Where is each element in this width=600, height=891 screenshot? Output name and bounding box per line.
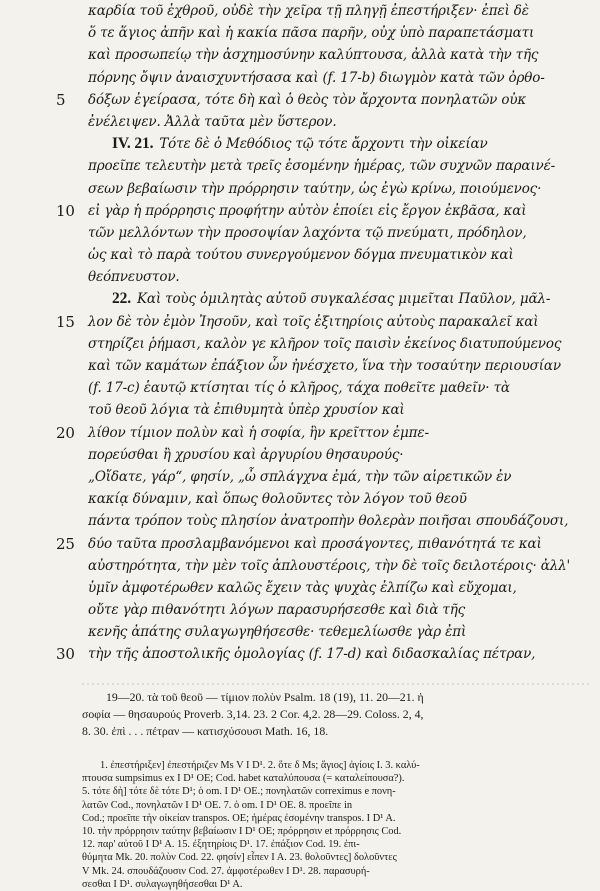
section-number: 22. xyxy=(112,290,131,308)
scripture-references xyxy=(0,689,600,740)
text-line xyxy=(0,244,600,266)
line-text: καὶ τῶν καμάτων ἐπάξιον ὧν ἠνέσχετο, ἵνα τὴν τοσαύτην περιουσίαν xyxy=(88,358,561,374)
line-text: πορεύσθαι ἢ χρυσίου καὶ ἀργυρίου θησαυρούς· xyxy=(88,446,404,463)
line-number: 20 xyxy=(56,423,75,442)
apparatus-line: 10. τὴν πρόρρησιν ταύτην βεβαίωσιν I D¹ OE; πρόρρησιν et πρόρρησις Cod. xyxy=(82,825,402,837)
section-number: IV. 21. xyxy=(112,135,154,153)
line-number: 10 xyxy=(56,201,75,220)
line-text: Τότε δὲ ὁ Μεθόδιος τῷ τότε ἄρχοντι τὴν οἰκείαν xyxy=(159,136,488,153)
text-line xyxy=(0,0,600,22)
text-line xyxy=(0,22,600,44)
line-number: 5 xyxy=(56,90,66,109)
apparatus-line: 1. ἐπεστήριξεν] ἐπεστήριζεν Ms V I D¹. 2. ὅτε δ Ms; ἅγιος] ἀγίοις I. 3. καλύ- xyxy=(100,760,420,771)
text-line xyxy=(0,288,600,310)
line-text: (f. 17-c) ἑαυτῷ κτίσηται τίς ὁ κλῆρος, τάχα ποθεῖτε μαθεῖν· τὰ xyxy=(88,380,510,397)
line-text: προεῖπε τελευτὴν μετὰ τρεῖς ἐσομένην ἡμέρας, τῶν συχνῶν παραινέ- xyxy=(88,158,556,175)
line-text: τοῦ θεοῦ λόγια τὰ ἐπιθυμητὰ ὑπὲρ χρυσίον καὶ xyxy=(88,402,405,419)
text-line xyxy=(0,533,600,555)
line-text: πόρνης ὄψιν ἀναισχυντήσασα καὶ (f. 17-b) διωγμὸν κατὰ τῶν ὀρθο- xyxy=(88,69,545,86)
line-text: δύο ταῦτα προσλαμβανόμενοι καὶ προσάγοντες, πιθανότητά τε καὶ xyxy=(88,535,542,552)
line-text: κακίᾳ δύναμιν, καὶ ὅπως θολοῦντες τὸν λόγον τοῦ θεοῦ xyxy=(88,491,467,508)
line-text: ὡς καὶ τὸ παρὰ τούτου συνεργούμενον δόγμα πνευματικὸν καὶ xyxy=(88,247,514,264)
text-line xyxy=(0,377,600,399)
line-text: οὔτε γὰρ πιθανότητι λόγων παρασυρήσεσθε καὶ διὰ τῆς xyxy=(88,602,466,619)
text-line xyxy=(0,333,600,355)
text-line xyxy=(0,111,600,133)
apparatus-line: θύμητα Mk. 20. πολὺν Cod. 22. φησίν] εἶπεν I A. 23. θολοῦντες] δολοῦντες xyxy=(82,852,397,864)
reference-line: 8. 30. ἐπὶ . . . πέτραν — κατισχύσουσι Math. 16, 18. xyxy=(82,724,329,738)
text-line xyxy=(0,422,600,444)
text-line xyxy=(0,222,600,244)
apparatus-line: 12. παρ' αὐτοῦ I D¹ A. 15. ἐξητηρίοις D¹. 17. ἐπάξιον Cod. 19. ἐπι- xyxy=(82,839,360,851)
reference-line: 19—20. τὰ τοῦ θεοῦ — τίμιον πολὺν Psalm. 18 (19), 11. 20—21. ἡ xyxy=(106,690,424,704)
text-line xyxy=(0,155,600,177)
apparatus-line: λατῶν Cod., πονηλατῶν I D¹ OE. 7. ὁ om. I D¹ OE. 8. προεῖπε in xyxy=(82,799,353,811)
text-line xyxy=(0,44,600,66)
apparatus-line: 5. τότε δὴ] τότε δὲ τότε D¹; ὁ om. I D¹ OE.; πονηλατῶν correximus e πονη- xyxy=(82,786,396,798)
line-text: καὶ προσωπείῳ τὴν ἀσχημοσύνην καλύπτουσα, ἀλλὰ κατὰ τὴν τῆς xyxy=(88,47,539,64)
line-text: στηρίζει ῥήμασι, καλὸν γε κλῆρον τοῖς παισὶν ἐκείνος διατυπούμενος xyxy=(88,335,562,352)
text-line xyxy=(0,444,600,466)
line-number: 15 xyxy=(56,312,75,331)
line-text: λον δὲ τὸν ἐμὸν Ἰησοῦν, καὶ τοῖς ἐξιτηρίοις αὐτοὺς παρακαλεῖ καὶ xyxy=(88,313,539,330)
apparatus-line: πτουσα sumpsimus ex I D¹ OE; Cod. habet καταλύπουσα (= καταλείπουσα?). xyxy=(82,773,405,785)
reference-line: σοφία — θησαυρούς Proverb. 3,14. 23. 2 Cor. 4,2. 28—29. Coloss. 2, 4, xyxy=(82,707,424,721)
line-text: λίθον τίμιον πολὺν καὶ ἡ σοφία, ἣν κρεῖττον ἐμπε- xyxy=(88,424,429,441)
text-line xyxy=(0,555,600,577)
apparatus-line: Cod.; προεῖπε τὴν οἰκείαν transpos. OE; ἡμέρας ἐσομένην transpos. I D¹ A. xyxy=(82,812,396,824)
line-number: 25 xyxy=(56,534,75,553)
line-text: τὴν τῆς ἀποστολικῆς ὁμολογίας (f. 17-d) καὶ διδασκαλίας πέτραν, xyxy=(88,646,536,663)
line-text: „Οἴδατε, γάρ“, φησίν, „ὦ σπλάγχνα ἐμά, τὴν τῶν αἱρετικῶν ἐν xyxy=(88,468,512,485)
text-line xyxy=(0,510,600,532)
text-line xyxy=(0,266,600,288)
line-text: εἰ γὰρ ἡ πρόρρησις προφήτην αὐτὸν ἐποίει εἰς ἔργον ἐκβᾶσα, καὶ xyxy=(88,202,527,219)
text-line xyxy=(0,621,600,643)
text-line xyxy=(0,399,600,421)
line-text: ἐνέλειψεν. Ἀλλὰ ταῦτα μὲν ὕστερον. xyxy=(88,113,337,130)
text-line xyxy=(0,133,600,155)
line-text: κενῆς ἀπάτης συλαγωγηθήσεσθε· τεθεμελίωσθε γὰρ ἐπὶ xyxy=(88,624,467,641)
text-line xyxy=(0,355,600,377)
line-text: καρδία τοῦ ἐχθροῦ, οὐδὲ τὴν χεῖρα τῇ πληγῇ ἐπεστήριξεν· ἐπεὶ δὲ xyxy=(88,3,529,19)
text-line xyxy=(0,643,600,665)
text-line xyxy=(0,577,600,599)
line-text: δόξων ἐγείρασα, τότε δὴ καὶ ὁ θεὸς τὸν ἄρχοντα πονηλατῶν οὐκ xyxy=(88,91,527,108)
line-text: τῶν μελλόντων τὴν προσοψίαν λαχόντα τῷ πνεύματι, πρόδηλον, xyxy=(88,224,527,241)
text-line xyxy=(0,311,600,333)
line-text: ὑμῖν ἀμφοτέρωθεν καλῶς ἔχειν τὰς ψυχὰς ἐλπίζω καὶ εὔχομαι, xyxy=(88,579,517,596)
line-text: ὅ τε ἅγιος ἀπῆν καὶ ἡ κακία πᾶσα παρῆν, οὐχ ὑπὸ παραπετάσματι xyxy=(88,25,535,42)
line-text: θεόπνευστον. xyxy=(88,269,180,286)
text-line xyxy=(0,178,600,200)
text-line xyxy=(0,67,600,89)
text-line xyxy=(0,89,600,111)
line-text: πάντα τρόπον τοὺς πλησίον ἀνατροπὴν θολερὰν ποιῆσαι σπουδάζουσι, xyxy=(88,513,569,530)
line-number: 30 xyxy=(56,645,75,664)
text-line xyxy=(0,200,600,222)
apparatus-line: V Mk. 24. σπουδάζουσιν Cod. 27. ἀμφοτέρωθεν I D¹. 28. παρασυρή- xyxy=(82,865,370,877)
text-line xyxy=(0,488,600,510)
text-line xyxy=(0,599,600,621)
text-line xyxy=(0,466,600,488)
line-text: Καὶ τοὺς ὁμιλητὰς αὐτοῦ συγκαλέσας μιμεῖται Παῦλον, μᾶλ- xyxy=(136,291,551,308)
apparatus-line: σεσθαι I D¹. συλαγωγηθήσεσθαι D¹ A. xyxy=(82,878,243,890)
critical-apparatus xyxy=(0,759,600,891)
line-text: αὐστηρότητα, τὴν μὲν τοῖς ἁπλουστέροις, τὴν δὲ τοῖς δειλοτέροις· ἀλλ' xyxy=(88,557,571,574)
line-text: σεων βεβαίωσιν τὴν πρόρρησιν ταύτην, ὡς ἐγὼ κρίνω, ποιούμενος· xyxy=(88,180,542,197)
